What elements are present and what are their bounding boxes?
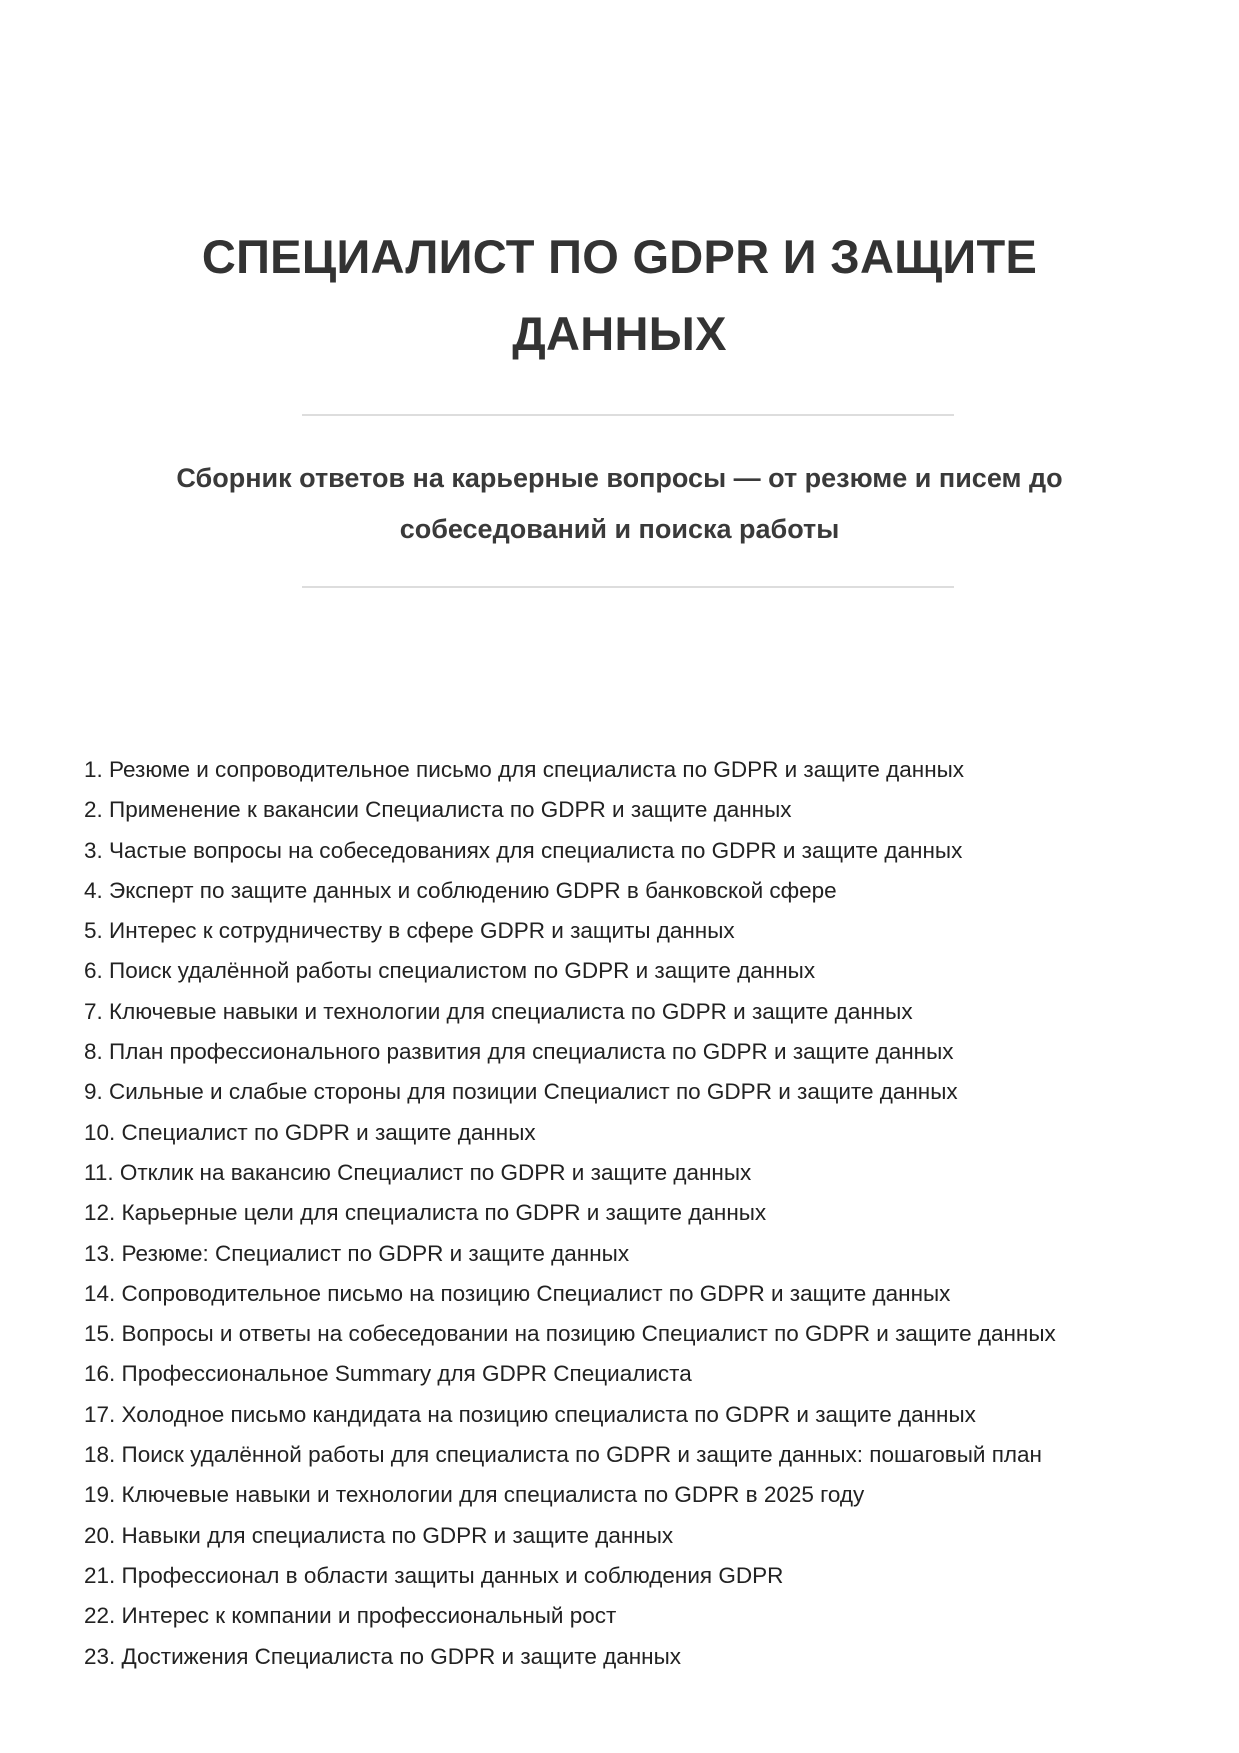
toc-item: 16. Профессиональное Summary для GDPR Специалиста	[84, 1361, 692, 1387]
toc-item: 11. Отклик на вакансию Специалист по GDPR и защите данных	[84, 1159, 752, 1185]
toc-item: 15. Вопросы и ответы на собеседовании на позицию Специалист по GDPR и защите данных	[84, 1321, 1056, 1347]
toc-item: 19. Ключевые навыки и технологии для специалиста по GDPR в 2025 году	[84, 1482, 865, 1508]
table-of-contents	[84, 750, 1056, 1677]
toc-item: 13. Резюме: Специалист по GDPR и защите данных	[84, 1240, 630, 1266]
toc-item: 9. Сильные и слабые стороны для позиции Специалист по GDPR и защите данных	[84, 1079, 958, 1105]
toc-item: 23. Достижения Специалиста по GDPR и защите данных	[84, 1643, 681, 1669]
divider-top	[302, 414, 954, 416]
document-title: СПЕЦИАЛИСТ ПО GDPR И ЗАЩИТЕ ДАННЫХ	[201, 230, 1038, 361]
toc-item: 18. Поиск удалённой работы для специалиста по GDPR и защите данных: пошаговый план	[84, 1442, 1042, 1468]
toc-item: 8. План профессионального развития для специалиста по GDPR и защите данных	[84, 1039, 954, 1065]
toc-item: 12. Карьерные цели для специалиста по GDPR и защите данных	[84, 1200, 767, 1226]
toc-item: 21. Профессионал в области защиты данных и соблюдения GDPR	[84, 1562, 784, 1588]
toc-item: 6. Поиск удалённой работы специалистом по GDPR и защите данных	[84, 958, 816, 984]
toc-item: 5. Интерес к сотрудничеству в сфере GDPR и защиты данных	[84, 918, 735, 944]
toc-item: 7. Ключевые навыки и технологии для специалиста по GDPR и защите данных	[84, 998, 913, 1024]
toc-item: 3. Частые вопросы на собеседованиях для специалиста по GDPR и защите данных	[84, 837, 963, 863]
document-subtitle: Сборник ответов на карьерные вопросы — от резюме и писем до собеседований и поиска работы	[176, 463, 1063, 544]
toc-item: 14. Сопроводительное письмо на позицию Специалист по GDPR и защите данных	[84, 1280, 951, 1306]
toc-item: 17. Холодное письмо кандидата на позицию специалиста по GDPR и защите данных	[84, 1401, 976, 1427]
toc-item: 22. Интерес к компании и профессиональный рост	[84, 1603, 617, 1629]
divider-bottom	[302, 586, 954, 588]
toc-item: 2. Применение к вакансии Специалиста по GDPR и защите данных	[84, 797, 792, 823]
toc-item: 20. Навыки для специалиста по GDPR и защите данных	[84, 1522, 674, 1548]
toc-item: 1. Резюме и сопроводительное письмо для специалиста по GDPR и защите данных	[84, 757, 965, 782]
toc-item: 10. Специалист по GDPR и защите данных	[84, 1119, 536, 1145]
toc-item: 4. Эксперт по защите данных и соблюдению GDPR в банковской сфере	[84, 877, 837, 903]
